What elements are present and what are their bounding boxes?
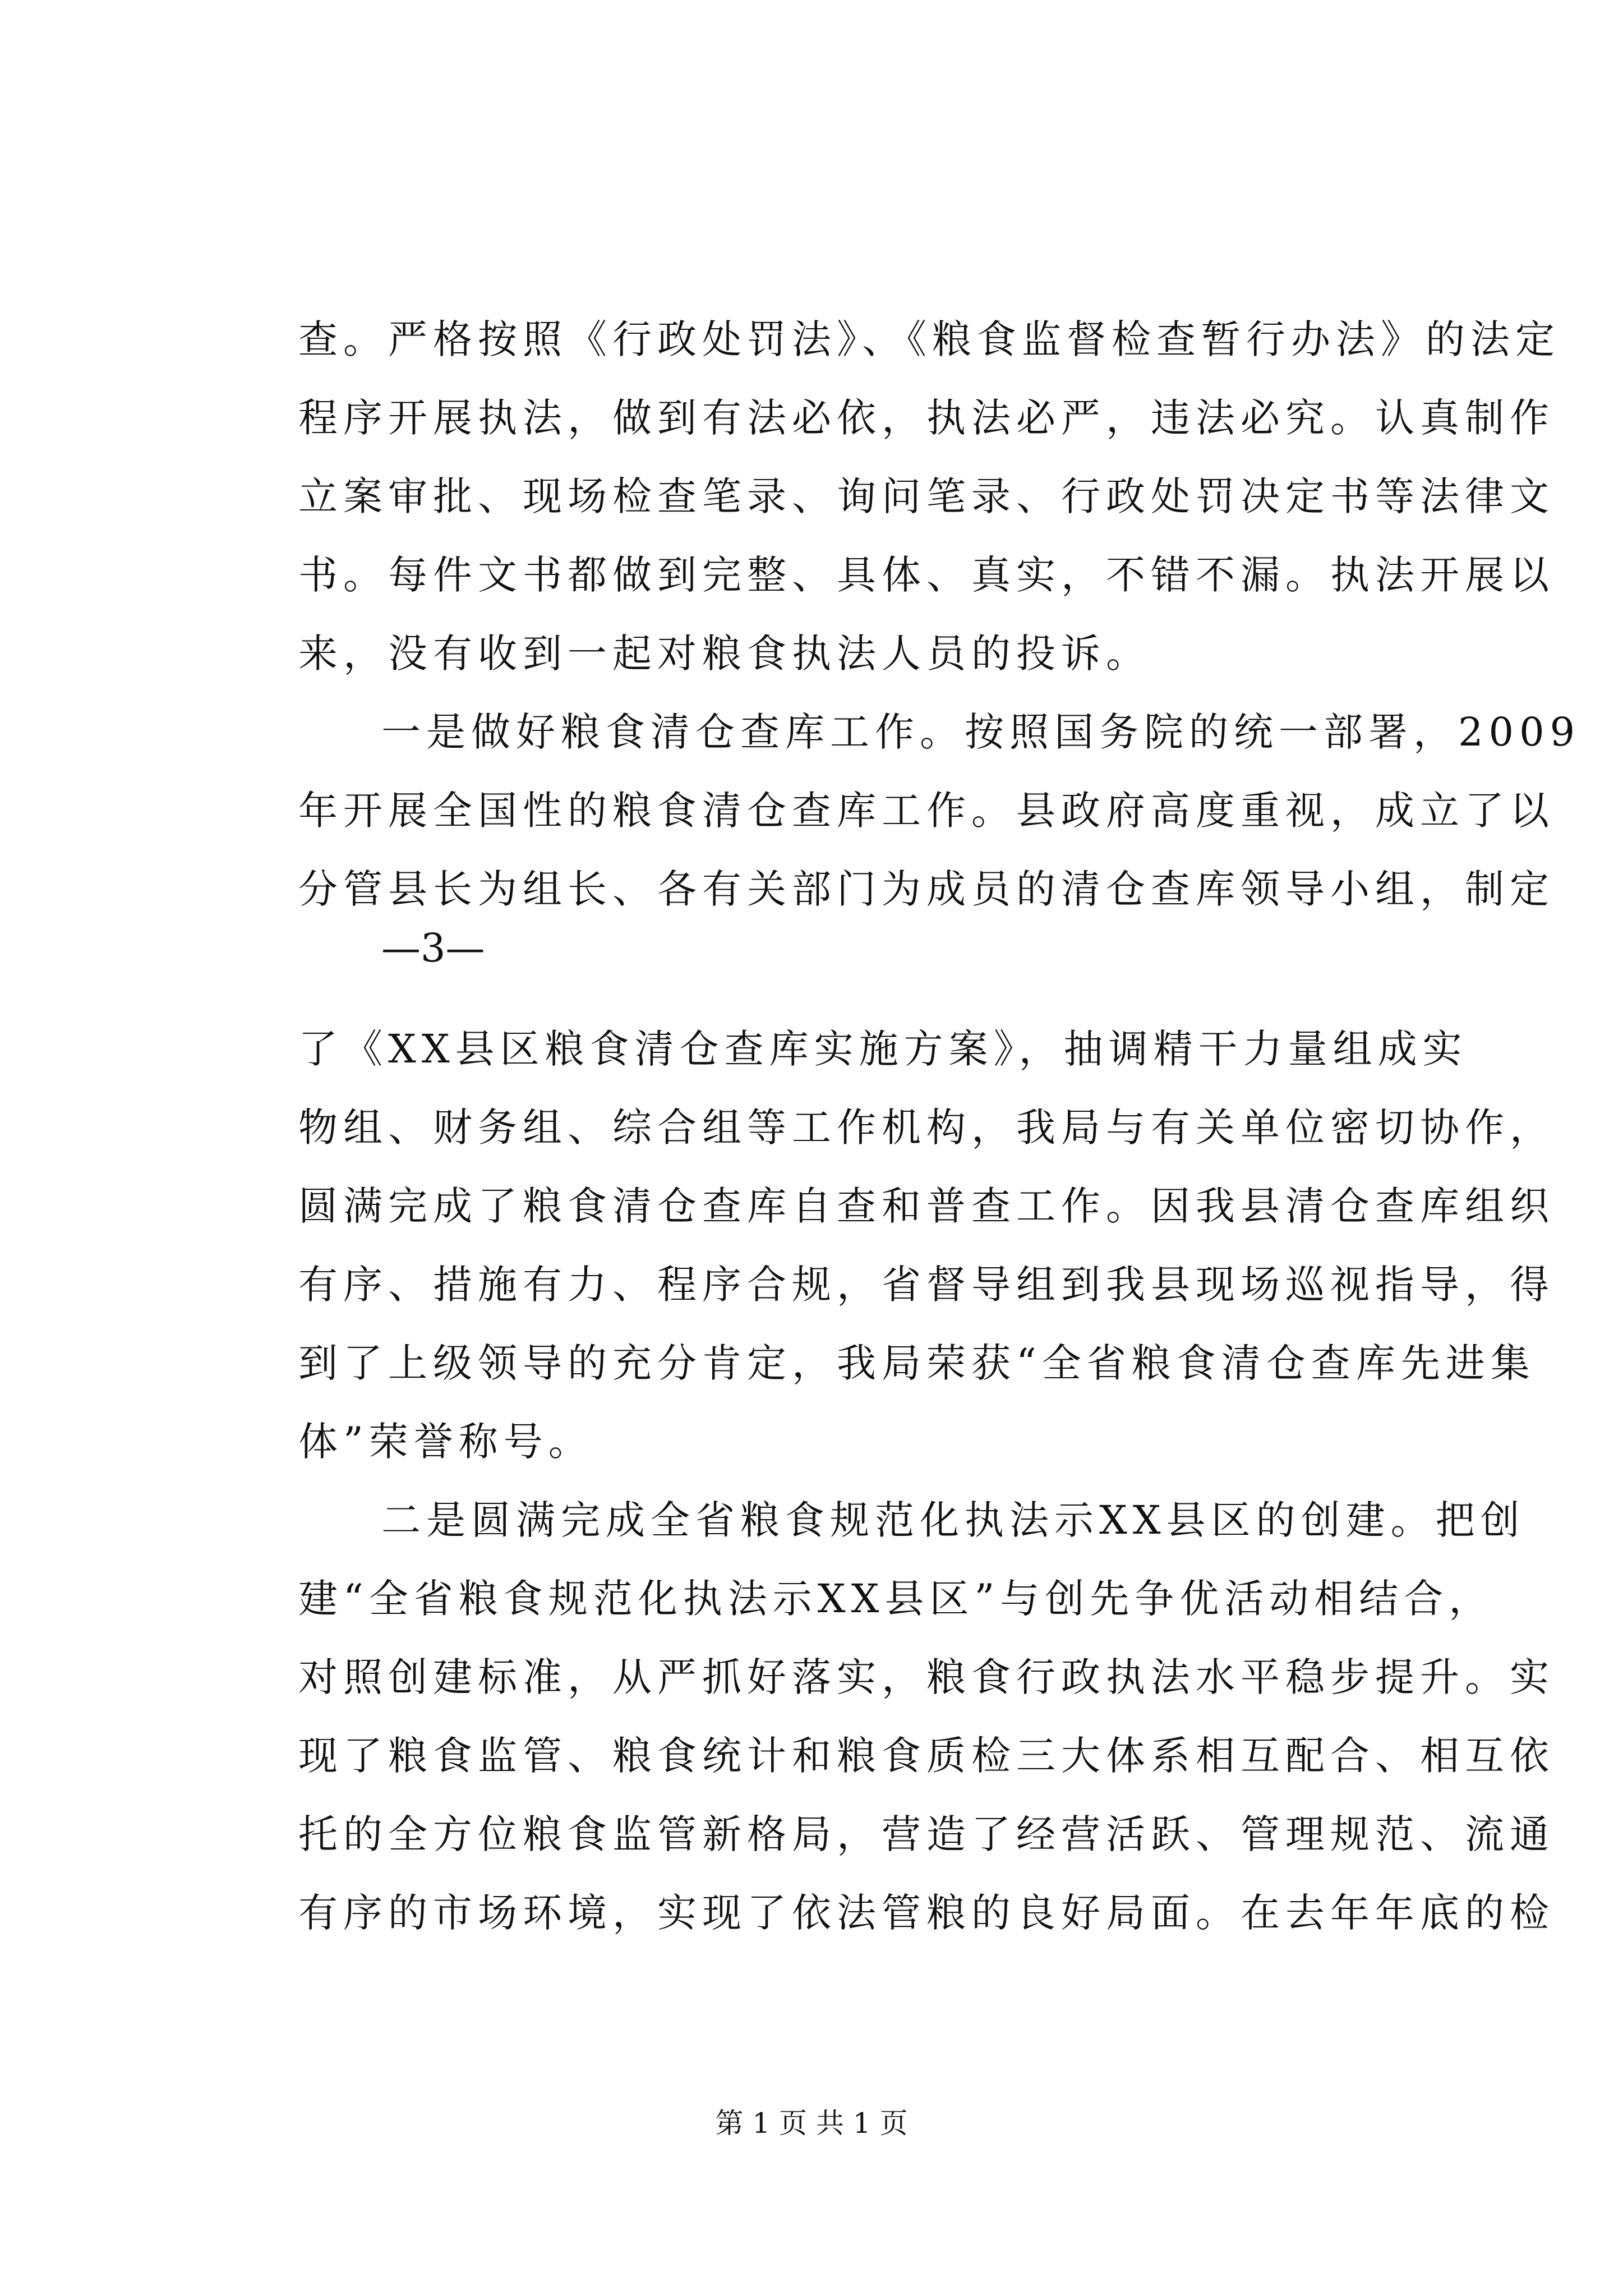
body-line: 圆满完成了粮食清仓查库自查和普查工作。因我县清仓查库组织 bbox=[298, 1183, 1555, 1229]
body-line: 到了上级领导的充分肯定，我局荣获“全省粮食清仓查库先进集 bbox=[298, 1340, 1536, 1386]
body-line: 现了粮食监管、粮食统计和粮食质检三大体系相互配合、相互依 bbox=[298, 1733, 1555, 1779]
paragraph-first-line: 二是圆满完成全省粮食规范化执法示XX县区的创建。把创 bbox=[381, 1497, 1525, 1543]
body-line: 有序的市场环境，实现了依法管粮的良好局面。在去年年底的检 bbox=[298, 1890, 1555, 1936]
body-line: 书。每件文书都做到完整、具体、真实，不错不漏。执法开展以 bbox=[298, 552, 1555, 598]
body-line: 对照创建标准，从严抓好落实，粮食行政执法水平稳步提升。实 bbox=[298, 1654, 1555, 1700]
paragraph-first-line: 一是做好粮食清仓查库工作。按照国务院的统一部署，2009 bbox=[381, 709, 1581, 755]
body-line: 年开展全国性的粮食清仓查库工作。县政府高度重视，成立了以 bbox=[298, 788, 1555, 834]
inline-page-number: —3— bbox=[381, 925, 485, 971]
body-line: 了《XX县区粮食清仓查库实施方案》，抽调精干力量组成实 bbox=[298, 1026, 1468, 1072]
body-line: 物组、财务组、综合组等工作机构，我局与有关单位密切协作， bbox=[298, 1105, 1555, 1151]
body-line: 立案审批、现场检查笔录、询问笔录、行政处罚决定书等法律文 bbox=[298, 473, 1555, 519]
body-line: 体”荣誉称号。 bbox=[298, 1419, 593, 1465]
body-line: 建“全省粮食规范化执法示XX县区”与创先争优活动相结合， bbox=[298, 1576, 1494, 1622]
body-line: 来，没有收到一起对粮食执法人员的投诉。 bbox=[298, 631, 1151, 677]
body-line: 托的全方位粮食监管新格局，营造了经营活跃、管理规范、流通 bbox=[298, 1811, 1555, 1857]
body-line: 程序开展执法，做到有法必依，执法必严，违法必究。认真制作 bbox=[298, 395, 1555, 441]
body-line: 有序、措施有力、程序合规，省督导组到我县现场巡视指导，得 bbox=[298, 1262, 1555, 1308]
page-footer: 第 1 页 共 1 页 bbox=[715, 2107, 908, 2139]
body-line: 查。严格按照《行政处罚法》、《粮食监督检查暂行办法》的法定 bbox=[298, 316, 1560, 362]
body-line: 分管县长为组长、各有关部门为成员的清仓查库领导小组，制定 bbox=[298, 866, 1555, 912]
